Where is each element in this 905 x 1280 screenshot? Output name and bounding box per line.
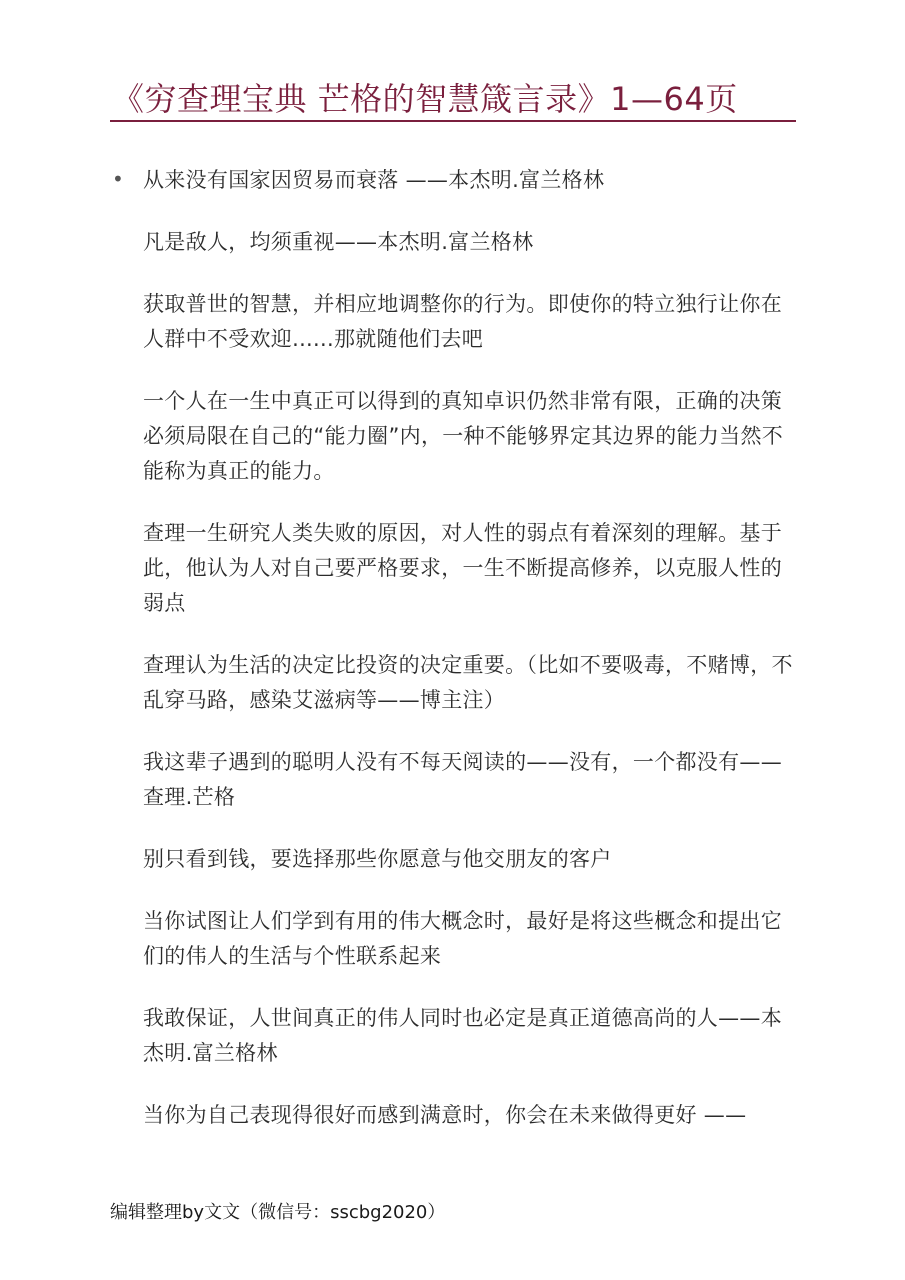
- quote-9: 当你试图让人们学到有用的伟大概念时，最好是将这些概念和提出它们的伟人的生活与个性联系起来: [143, 909, 782, 968]
- quote-2: 凡是敌人，均须重视——本杰明.富兰格林: [143, 230, 534, 254]
- quote-11: 当你为自己表现得很好而感到满意时，你会在未来做得更好 ——: [143, 1103, 747, 1127]
- bullet-marker: •: [112, 167, 124, 191]
- quote-1: 从来没有国家因贸易而衰落 ——本杰明.富兰格林: [143, 168, 605, 192]
- quote-6: 查理认为生活的决定比投资的决定重要。（比如不要吸毒，不赌博，不乱穿马路，感染艾滋病等——博主注）: [143, 653, 793, 712]
- quote-4: 一个人在一生中真正可以得到的真知卓识仍然非常有限，正确的决策必须局限在自己的“能力圈”内，一种不能够界定其边界的能力当然不能称为真正的能力。: [143, 389, 784, 483]
- quote-5: 查理一生研究人类失败的原因，对人性的弱点有着深刻的理解。基于此，他认为人对自己要严格要求，一生不断提高修养，以克服人性的弱点: [143, 521, 782, 615]
- title-underline: [110, 120, 796, 122]
- quote-3: 获取普世的智慧，并相应地调整你的行为。即使你的特立独行让你在人群中不受欢迎......那就随他们去吧: [143, 292, 782, 351]
- quote-10: 我敢保证，人世间真正的伟人同时也必定是真正道德高尚的人——本杰明.富兰格林: [143, 1006, 782, 1065]
- footer-credit: 编辑整理by文文（微信号：sscbg2020）: [110, 1202, 446, 1223]
- quote-7: 我这辈子遇到的聪明人没有不每天阅读的——没有，一个都没有——查理.芒格: [143, 750, 782, 809]
- quote-8: 别只看到钱，要选择那些你愿意与他交朋友的客户: [143, 847, 612, 871]
- page-title: 《穷查理宝典 芒格的智慧箴言录》1—64页: [112, 80, 738, 118]
- quote-list: [143, 163, 803, 1138]
